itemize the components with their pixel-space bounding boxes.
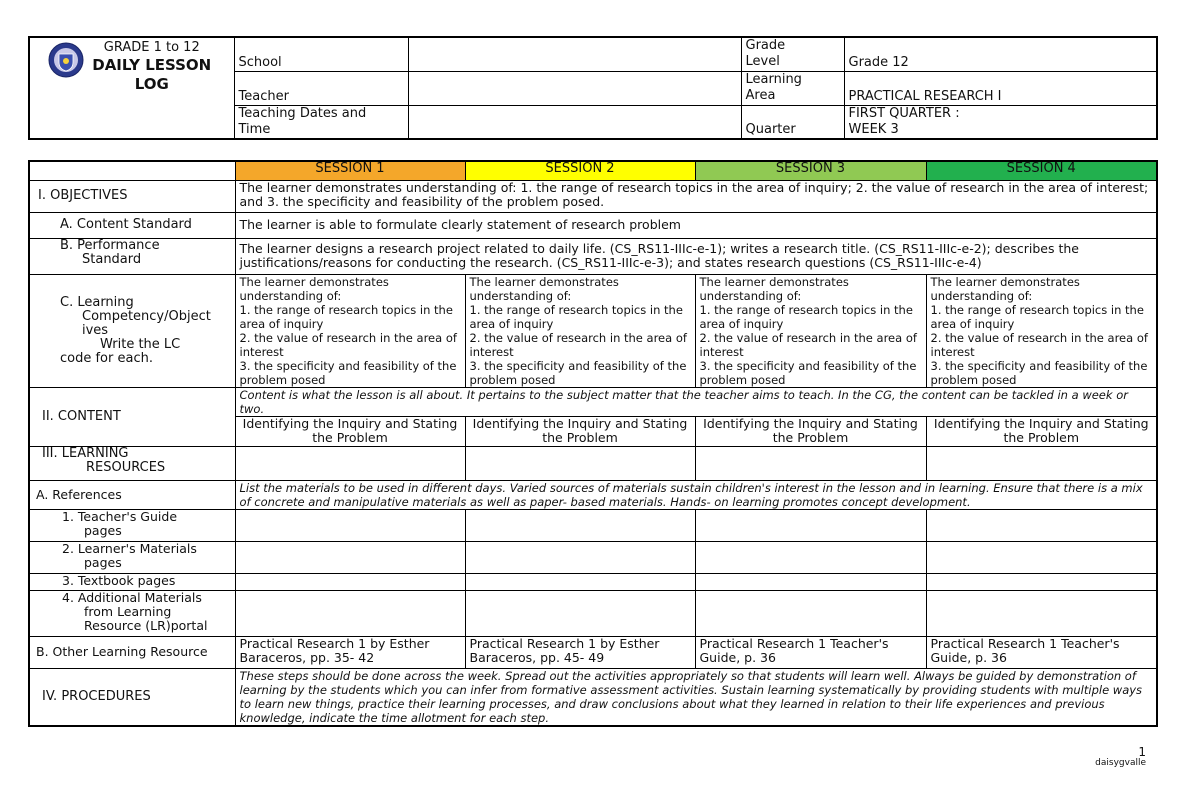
dates-label-2: Time bbox=[238, 121, 271, 137]
dates-label-1: Teaching Dates and bbox=[238, 105, 367, 121]
references-label: A. References bbox=[29, 480, 235, 509]
lc-label-5: code for each. bbox=[60, 350, 153, 366]
other-resource-label: B. Other Learning Resource bbox=[29, 636, 235, 668]
session-1-olr[interactable]: Practical Research 1 by Esther Baraceros, pp. 35- 42 bbox=[235, 636, 465, 668]
grade-level-value[interactable]: Grade 12 bbox=[844, 37, 1157, 71]
lc-line: The learner demonstrates understanding of: bbox=[239, 274, 389, 303]
session-4-lm[interactable] bbox=[926, 541, 1157, 573]
lc-label-3: ives bbox=[82, 322, 109, 338]
dates-label bbox=[234, 105, 408, 139]
am-label-1: 4. Additional Materials bbox=[62, 590, 202, 605]
objectives-label: I. OBJECTIVES bbox=[29, 180, 235, 212]
header-logo-cell bbox=[29, 37, 234, 139]
textbook-pages-label: 3. Textbook pages bbox=[29, 573, 235, 590]
session-2-topic[interactable]: Identifying the Inquiry and Stating the Problem bbox=[465, 416, 695, 446]
learning-resources-label bbox=[29, 446, 235, 480]
session-2-lc[interactable] bbox=[465, 274, 695, 387]
quarter-value-2: WEEK 3 bbox=[848, 121, 899, 137]
session-3-am[interactable] bbox=[695, 590, 926, 636]
lr-label-2: RESOURCES bbox=[86, 459, 166, 475]
content-note: Content is what the lesson is all about. It pertains to the subject matter that the teacher aims to teach. In the CG, the content can be tackled in a week or two. bbox=[235, 387, 1157, 416]
procedures-note: These steps should be done across the week. Spread out the activities appropriately so that students will learn well. Always be guided by demonstration of learning by the students which you can infer from formative assessment activities. Sustain learning systematically by providing students with multiple ways to learn new things, practice their learning processes, and draw conclusions about what they learned in relation to their life experiences and previous knowledge, indicate the time allotment for each step. bbox=[235, 668, 1157, 726]
teacher-value[interactable] bbox=[408, 71, 741, 105]
school-label: School bbox=[234, 37, 408, 71]
learning-area-label-2: Area bbox=[745, 87, 776, 103]
performance-standard-text[interactable]: The learner designs a research project related to daily life. (CS_RS11-IIIc-e-1); writes a research title. (CS_RS11-IIIc-e-2); describes the justifications/reasons for conducting the research. (CS_RS11-IIIc-e-3); and states research questions (CS_RS11-IIIc-e-4) bbox=[235, 238, 1157, 274]
session-3-olr[interactable]: Practical Research 1 Teacher's Guide, p. 36 bbox=[695, 636, 926, 668]
grade-level-label bbox=[741, 37, 844, 71]
lc-line: 3. the specificity and feasibility of the problem posed bbox=[239, 358, 457, 387]
am-label-2: from Learning bbox=[84, 603, 172, 619]
lc-line: 2. the value of research in the area of interest bbox=[469, 330, 687, 359]
lm-label-2: pages bbox=[84, 554, 122, 570]
title-line-2: LOG bbox=[134, 75, 169, 93]
school-value[interactable] bbox=[408, 37, 741, 71]
lc-label-2: Competency/Object bbox=[82, 308, 211, 324]
grade-range-text: GRADE 1 to 12 bbox=[103, 40, 200, 55]
lesson-log-table bbox=[28, 160, 1158, 727]
deped-seal-icon bbox=[48, 42, 84, 78]
lc-line: 3. the specificity and feasibility of the problem posed bbox=[930, 358, 1148, 387]
lc-line: The learner demonstrates understanding of: bbox=[699, 274, 849, 303]
session-1-tg[interactable] bbox=[235, 509, 465, 541]
dates-value[interactable] bbox=[408, 105, 741, 139]
content-standard-text[interactable]: The learner is able to formulate clearly statement of research problem bbox=[235, 212, 1157, 238]
session-3-tb[interactable] bbox=[695, 573, 926, 590]
session-2-lr[interactable] bbox=[465, 446, 695, 480]
session-4-lc[interactable] bbox=[926, 274, 1157, 387]
session-4-lr[interactable] bbox=[926, 446, 1157, 480]
lr-label-1: III. LEARNING bbox=[42, 446, 129, 461]
lc-line: The learner demonstrates understanding of: bbox=[469, 274, 619, 303]
content-label: II. CONTENT bbox=[29, 387, 235, 446]
perf-label-1: B. Performance bbox=[60, 238, 160, 253]
session-3-topic[interactable]: Identifying the Inquiry and Stating the Problem bbox=[695, 416, 926, 446]
session-1-am[interactable] bbox=[235, 590, 465, 636]
page-number: 1 bbox=[1138, 745, 1146, 759]
teachers-guide-label bbox=[29, 509, 235, 541]
session-3-lr[interactable] bbox=[695, 446, 926, 480]
session-1-tb[interactable] bbox=[235, 573, 465, 590]
perf-label-2: Standard bbox=[82, 251, 142, 267]
session-2-tb[interactable] bbox=[465, 573, 695, 590]
references-note: List the materials to be used in different days. Varied sources of materials sustain children's interest in the lesson and in learning. Ensure that there is a mix of concrete and manipulative materials as well as paper- based materials. Hands- on learning promotes concept development. bbox=[235, 480, 1157, 509]
learning-area-label-1: Learning bbox=[745, 71, 802, 87]
session-header-blank bbox=[29, 161, 235, 180]
session-2-olr[interactable]: Practical Research 1 by Esther Baraceros, pp. 45- 49 bbox=[465, 636, 695, 668]
grade-level-label-1: Grade bbox=[745, 38, 786, 53]
session-2-header: SESSION 2 bbox=[465, 161, 695, 180]
learning-area-label bbox=[741, 71, 844, 105]
lm-label-1: 2. Learner's Materials bbox=[62, 541, 197, 556]
session-3-tg[interactable] bbox=[695, 509, 926, 541]
session-3-lc[interactable] bbox=[695, 274, 926, 387]
content-standard-label: A. Content Standard bbox=[29, 212, 235, 238]
session-4-olr[interactable]: Practical Research 1 Teacher's Guide, p. 36 bbox=[926, 636, 1157, 668]
lc-label-4: Write the LC bbox=[100, 336, 181, 352]
quarter-label: Quarter bbox=[741, 105, 844, 139]
lc-line: 2. the value of research in the area of interest bbox=[239, 330, 457, 359]
lc-label-1: C. Learning bbox=[60, 294, 134, 310]
session-3-lm[interactable] bbox=[695, 541, 926, 573]
lc-line: 3. the specificity and feasibility of the problem posed bbox=[469, 358, 687, 387]
tg-label-2: pages bbox=[84, 522, 122, 538]
session-2-tg[interactable] bbox=[465, 509, 695, 541]
session-2-am[interactable] bbox=[465, 590, 695, 636]
performance-standard-label bbox=[29, 238, 235, 274]
session-2-lm[interactable] bbox=[465, 541, 695, 573]
session-3-header: SESSION 3 bbox=[695, 161, 926, 180]
session-4-header: SESSION 4 bbox=[926, 161, 1157, 180]
learners-materials-label bbox=[29, 541, 235, 573]
lc-line: 1. the range of research topics in the area of inquiry bbox=[930, 302, 1144, 331]
session-1-header: SESSION 1 bbox=[235, 161, 465, 180]
grade-level-label-2: Level bbox=[745, 54, 780, 69]
am-label-3: Resource (LR)portal bbox=[84, 617, 208, 633]
lc-line: 2. the value of research in the area of interest bbox=[930, 330, 1148, 359]
procedures-label: IV. PROCEDURES bbox=[29, 668, 235, 726]
lc-line: 1. the range of research topics in the area of inquiry bbox=[469, 302, 683, 331]
session-4-tg[interactable] bbox=[926, 509, 1157, 541]
tg-label-1: 1. Teacher's Guide bbox=[62, 509, 178, 524]
learning-competency-label bbox=[29, 274, 235, 387]
session-1-lc[interactable] bbox=[235, 274, 465, 387]
lc-line: The learner demonstrates understanding of: bbox=[930, 274, 1080, 303]
quarter-value[interactable] bbox=[844, 105, 1157, 139]
learning-area-value[interactable]: PRACTICAL RESEARCH I bbox=[844, 71, 1157, 105]
session-1-lr[interactable] bbox=[235, 446, 465, 480]
session-1-lm[interactable] bbox=[235, 541, 465, 573]
teacher-label: Teacher bbox=[234, 71, 408, 105]
lc-line: 3. the specificity and feasibility of the problem posed bbox=[699, 358, 917, 387]
session-4-am[interactable] bbox=[926, 590, 1157, 636]
header-table bbox=[28, 36, 1158, 140]
lc-line: 1. the range of research topics in the area of inquiry bbox=[239, 302, 453, 331]
session-4-tb[interactable] bbox=[926, 573, 1157, 590]
additional-materials-label bbox=[29, 590, 235, 636]
session-1-topic[interactable]: Identifying the Inquiry and Stating the Problem bbox=[235, 416, 465, 446]
quarter-value-1: FIRST QUARTER : bbox=[848, 105, 960, 121]
title-line-1: DAILY LESSON bbox=[92, 56, 212, 74]
author-name: daisygvalle bbox=[1095, 758, 1146, 768]
lc-line: 1. the range of research topics in the area of inquiry bbox=[699, 302, 913, 331]
lc-line: 2. the value of research in the area of interest bbox=[699, 330, 917, 359]
session-4-topic[interactable]: Identifying the Inquiry and Stating the Problem bbox=[926, 416, 1157, 446]
objectives-text[interactable]: The learner demonstrates understanding of: 1. the range of research topics in the area of inquiry; 2. the value of research in the area of interest; and 3. the specificity and feasibility of the problem posed. bbox=[235, 180, 1157, 212]
